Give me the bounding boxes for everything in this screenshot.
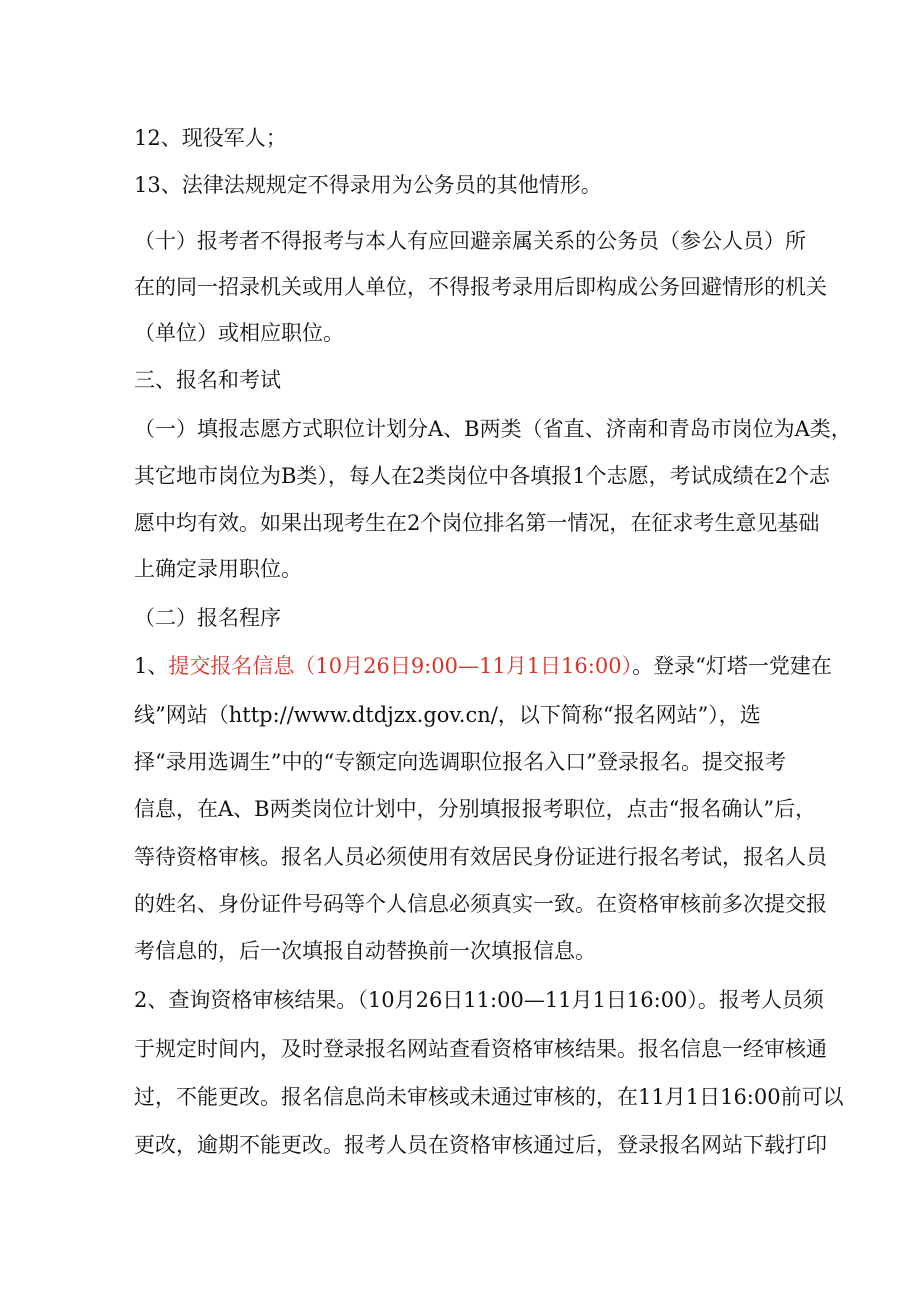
paragraph-one-line-2: 其它地市岗位为B类），每人在2类岗位中各填报1个志愿，考试成绩在2个志 — [134, 464, 831, 488]
paragraph-one-line-3: 愿中均有效。如果出现考生在2个岗位排名第一情况，在征求考生意见基础 — [134, 511, 820, 535]
paragraph-ten-line-2: 在的同一招录机关或用人单位，不得报考录用后即构成公务回避情形的机关 — [134, 275, 827, 299]
step-1-highlight: 提交报名信息（10月26日9:00—11月1日16:00） — [168, 654, 633, 678]
step-1-line-5: 等待资格审核。报名人员必须使用有效居民身份证进行报名考试，报名人员 — [134, 845, 827, 869]
step-2-line-2: 于规定时间内，及时登录报名网站查看资格审核结果。报名信息一经审核通 — [134, 1037, 827, 1061]
step-1-line-4: 信息，在A、B两类岗位计划中，分别填报报考职位，点击“报名确认”后， — [134, 797, 817, 821]
step-2-line-1: 2、查询资格审核结果。（10月26日11:00—11月1日16:00）。报考人员须 — [134, 988, 824, 1012]
step-1-line-7: 考信息的，后一次填报自动替换前一次填报信息。 — [134, 939, 596, 963]
subheading-procedure: （二）报名程序 — [134, 606, 281, 630]
section-heading-registration: 三、报名和考试 — [134, 368, 281, 392]
item-12: 12、现役军人； — [134, 126, 287, 150]
step-1-line-2: 线”网站（http://www.dtdjzx.gov.cn/，以下简称“报名网站”），选 — [134, 703, 761, 727]
step-2-line-3: 过，不能更改。报名信息尚未审核或未通过审核的，在11月1日16:00前可以 — [134, 1085, 844, 1109]
paragraph-ten-line-3: （单位）或相应职位。 — [134, 321, 344, 345]
step-2-line-4: 更改，逾期不能更改。报考人员在资格审核通过后，登录报名网站下载打印 — [134, 1133, 827, 1157]
paragraph-one-line-4: 上确定录用职位。 — [134, 557, 302, 581]
step-1-line-6: 的姓名、身份证件号码等个人信息必须真实一致。在资格审核前多次提交报 — [134, 892, 827, 916]
step-1-number: 1、 — [134, 654, 169, 678]
step-1-line-1 — [134, 651, 832, 681]
paragraph-ten-line-1: （十）报考者不得报考与本人有应回避亲属关系的公务员（参公人员）所 — [134, 229, 806, 253]
step-1-rest: 。登录“灯塔一党建在 — [632, 654, 832, 678]
step-1-line-3: 择“录用选调生”中的“专额定向选调职位报名入口”登录报名。提交报考 — [134, 750, 786, 774]
item-13: 13、法律法规规定不得录用为公务员的其他情形。 — [134, 173, 602, 197]
paragraph-one-line-1: （一）填报志愿方式职位计划分A、B两类（省直、济南和青岛市岗位为A类， — [134, 417, 852, 441]
